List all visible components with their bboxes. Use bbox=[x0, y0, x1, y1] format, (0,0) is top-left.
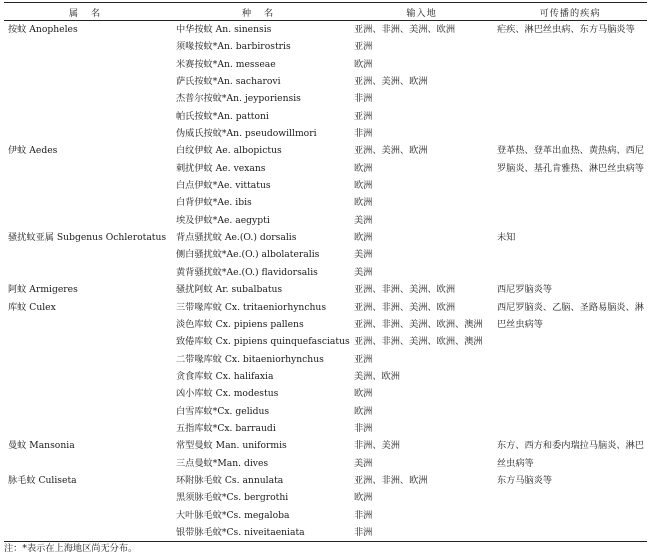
disease-cell bbox=[493, 437, 647, 472]
region-cell: 美洲 bbox=[354, 457, 373, 469]
genus-cell bbox=[4, 507, 170, 524]
region-cell: 欧洲 bbox=[354, 58, 373, 70]
region-cell: 欧洲 bbox=[354, 232, 373, 244]
region-cell: 欧洲 bbox=[354, 388, 373, 400]
species-cell: 贪食库蚊 Cx. halifaxia bbox=[176, 370, 274, 382]
species-cell: 五指库蚊*Cx. barraudi bbox=[176, 422, 276, 434]
disease-cell bbox=[493, 21, 647, 143]
species-cell: 银带脉毛蚊*Cs. niveitaeniata bbox=[176, 526, 305, 538]
species-cell: 背点骚扰蚊 Ae.(O.) dorsalis bbox=[176, 232, 297, 244]
genus-cell bbox=[4, 194, 170, 211]
region-cell: 非洲 bbox=[354, 128, 373, 140]
genus-cell bbox=[4, 125, 170, 142]
region-cell: 非洲 bbox=[354, 422, 373, 434]
genus-cell bbox=[4, 90, 170, 107]
genus-cell bbox=[4, 177, 170, 194]
genus-cell bbox=[4, 455, 170, 472]
region-cell: 欧洲 bbox=[354, 492, 373, 504]
genus-cell bbox=[4, 403, 170, 420]
region-cell: 美洲 bbox=[354, 266, 373, 278]
species-cell: 常型曼蚊 Man. uniformis bbox=[176, 440, 287, 452]
disease-text: 西尼罗脑炎、乙脑、圣路易脑炎、淋巴丝虫病等 bbox=[497, 301, 644, 330]
table-row bbox=[4, 142, 647, 159]
table-row bbox=[4, 281, 647, 298]
region-cell: 亚洲、非洲、美洲、欧洲、澳洲 bbox=[354, 318, 483, 330]
disease-text: 疟疾、淋巴丝虫病、东方马脑炎等 bbox=[497, 24, 635, 35]
genus-cell bbox=[4, 212, 170, 229]
species-cell: 须喙按蚊*An. barbirostris bbox=[176, 41, 291, 53]
disease-text: 登革热、登革出血热、黄热病、西尼罗脑炎、基孔肯雅热、淋巴丝虫病等 bbox=[497, 145, 644, 174]
species-cell: 白纹伊蚊 Ae. albopictus bbox=[176, 145, 282, 157]
table-row bbox=[4, 229, 647, 246]
table-row bbox=[4, 21, 647, 39]
disease-cell bbox=[493, 142, 647, 229]
genus-cell bbox=[4, 56, 170, 73]
disease-text: 西尼罗脑炎等 bbox=[497, 284, 553, 296]
region-cell: 亚洲、美洲、欧洲 bbox=[354, 76, 428, 88]
table-header bbox=[4, 3, 647, 21]
species-cell: 白点伊蚊*Ae. vittatus bbox=[176, 180, 271, 192]
genus-cell bbox=[4, 316, 170, 333]
genus-cell bbox=[4, 38, 170, 55]
genus-cell: 脉毛蚊 Culiseta bbox=[8, 474, 77, 486]
region-cell: 欧洲 bbox=[354, 180, 373, 192]
species-cell: 凶小库蚊 Cx. modestus bbox=[176, 388, 279, 400]
genus-cell bbox=[4, 385, 170, 402]
genus-cell: 伊蚊 Aedes bbox=[8, 145, 58, 157]
genus-cell bbox=[4, 73, 170, 90]
species-cell: 白背伊蚊*Ae. ibis bbox=[176, 197, 252, 209]
header-species: 种 名 bbox=[241, 7, 279, 19]
region-cell: 亚洲 bbox=[354, 41, 373, 53]
region-cell: 非洲 bbox=[354, 93, 373, 105]
disease-cell bbox=[493, 229, 647, 281]
disease-text: 东方、西方和委内瑞拉马脑炎、淋巴丝虫病等 bbox=[497, 440, 644, 469]
region-cell: 亚洲、非洲、美洲、欧洲 bbox=[354, 24, 456, 35]
region-cell: 欧洲 bbox=[354, 197, 373, 209]
header-genus: 属 名 bbox=[68, 7, 106, 19]
disease-text: 东方马脑炎等 bbox=[497, 474, 553, 486]
species-cell: 黑须脉毛蚊*Cs. bergrothi bbox=[176, 492, 289, 504]
region-cell: 欧洲 bbox=[354, 162, 373, 174]
genus-cell: 曼蚊 Mansonia bbox=[8, 440, 75, 452]
species-cell: 杰普尔按蚊*An. jeyporiensis bbox=[176, 93, 301, 105]
genus-cell bbox=[4, 420, 170, 437]
region-cell: 亚洲、非洲、欧洲 bbox=[354, 474, 428, 486]
disease-text: 未知 bbox=[497, 232, 516, 244]
genus-cell bbox=[4, 246, 170, 263]
species-cell: 侧白骚扰蚊*Ae.(O.) albolateralis bbox=[176, 249, 320, 261]
species-cell: 三带喙库蚊 Cx. tritaeniorhynchus bbox=[176, 301, 327, 313]
species-cell: 埃及伊蚊*Ae. aegypti bbox=[176, 214, 270, 226]
species-cell: 伪威氏按蚊*An. pseudowillmori bbox=[176, 128, 317, 140]
species-cell: 三点曼蚊*Man. dives bbox=[176, 457, 269, 469]
region-cell: 美洲、欧洲 bbox=[354, 370, 400, 382]
species-cell: 黄背骚扰蚊*Ae.(O.) flavidorsalis bbox=[176, 266, 318, 278]
table-row bbox=[4, 299, 647, 316]
genus-cell bbox=[4, 264, 170, 281]
region-cell: 亚洲 bbox=[354, 353, 373, 365]
disease-cell bbox=[493, 472, 647, 542]
region-cell: 亚洲、非洲、美洲、欧洲 bbox=[354, 284, 456, 296]
region-cell: 亚洲、非洲、美洲、欧洲、澳洲 bbox=[354, 336, 483, 348]
species-cell: 环附脉毛蚊 Cs. annulata bbox=[176, 474, 284, 486]
species-cell: 致倦库蚊 Cx. pipiens quinquefasciatus bbox=[176, 336, 350, 348]
region-cell: 欧洲 bbox=[354, 405, 373, 417]
genus-cell: 库蚊 Culex bbox=[8, 301, 56, 313]
region-cell: 非洲 bbox=[354, 526, 373, 538]
disease-cell bbox=[493, 299, 647, 438]
table-row bbox=[4, 437, 647, 454]
table-body bbox=[4, 21, 647, 542]
region-cell: 亚洲、美洲、欧洲 bbox=[354, 145, 428, 157]
region-cell: 亚洲、非洲、美洲、欧洲 bbox=[354, 301, 456, 313]
genus-cell bbox=[4, 489, 170, 506]
header-disease: 可传播的疾病 bbox=[539, 7, 601, 19]
species-cell: 骚扰阿蚊 Ar. subalbatus bbox=[176, 284, 283, 296]
disease-cell bbox=[493, 281, 647, 298]
genus-cell bbox=[4, 108, 170, 125]
genus-cell: 按蚊 Anopheles bbox=[8, 24, 78, 35]
species-cell: 二带喙库蚊 Cx. bitaeniorhynchus bbox=[176, 353, 324, 365]
species-cell: 淡色库蚊 Cx. pipiens pallens bbox=[176, 318, 304, 330]
species-cell: 帕氏按蚊*An. pattoni bbox=[176, 110, 269, 122]
mosquito-table bbox=[4, 2, 647, 542]
genus-cell bbox=[4, 368, 170, 385]
region-cell: 美洲 bbox=[354, 249, 373, 261]
species-cell: 中华按蚊 An. sinensis bbox=[176, 24, 272, 35]
genus-cell: 骚扰蚊亚属 Subgenus Ochlerotatus bbox=[8, 232, 167, 244]
genus-cell bbox=[4, 333, 170, 350]
species-cell: 白雪库蚊*Cx. gelidus bbox=[176, 405, 270, 417]
genus-cell: 阿蚊 Armigeres bbox=[8, 284, 78, 296]
genus-cell bbox=[4, 351, 170, 368]
footnote: 注：*表示在上海地区尚无分布。 bbox=[4, 543, 138, 554]
table-row bbox=[4, 472, 647, 489]
genus-cell bbox=[4, 160, 170, 177]
region-cell: 美洲 bbox=[354, 214, 373, 226]
species-cell: 萨氏按蚊*An. sacharovi bbox=[176, 76, 281, 88]
species-cell: 刺扰伊蚊 Ae. vexans bbox=[176, 162, 266, 174]
region-cell: 亚洲 bbox=[354, 110, 373, 122]
region-cell: 非洲 bbox=[354, 509, 373, 521]
region-cell: 非洲、美洲 bbox=[354, 440, 400, 452]
species-cell: 大叶脉毛蚊*Cs. megaloba bbox=[176, 509, 290, 521]
header-region: 输入地 bbox=[406, 7, 437, 19]
species-cell: 米赛按蚊*An. messeae bbox=[176, 58, 276, 70]
